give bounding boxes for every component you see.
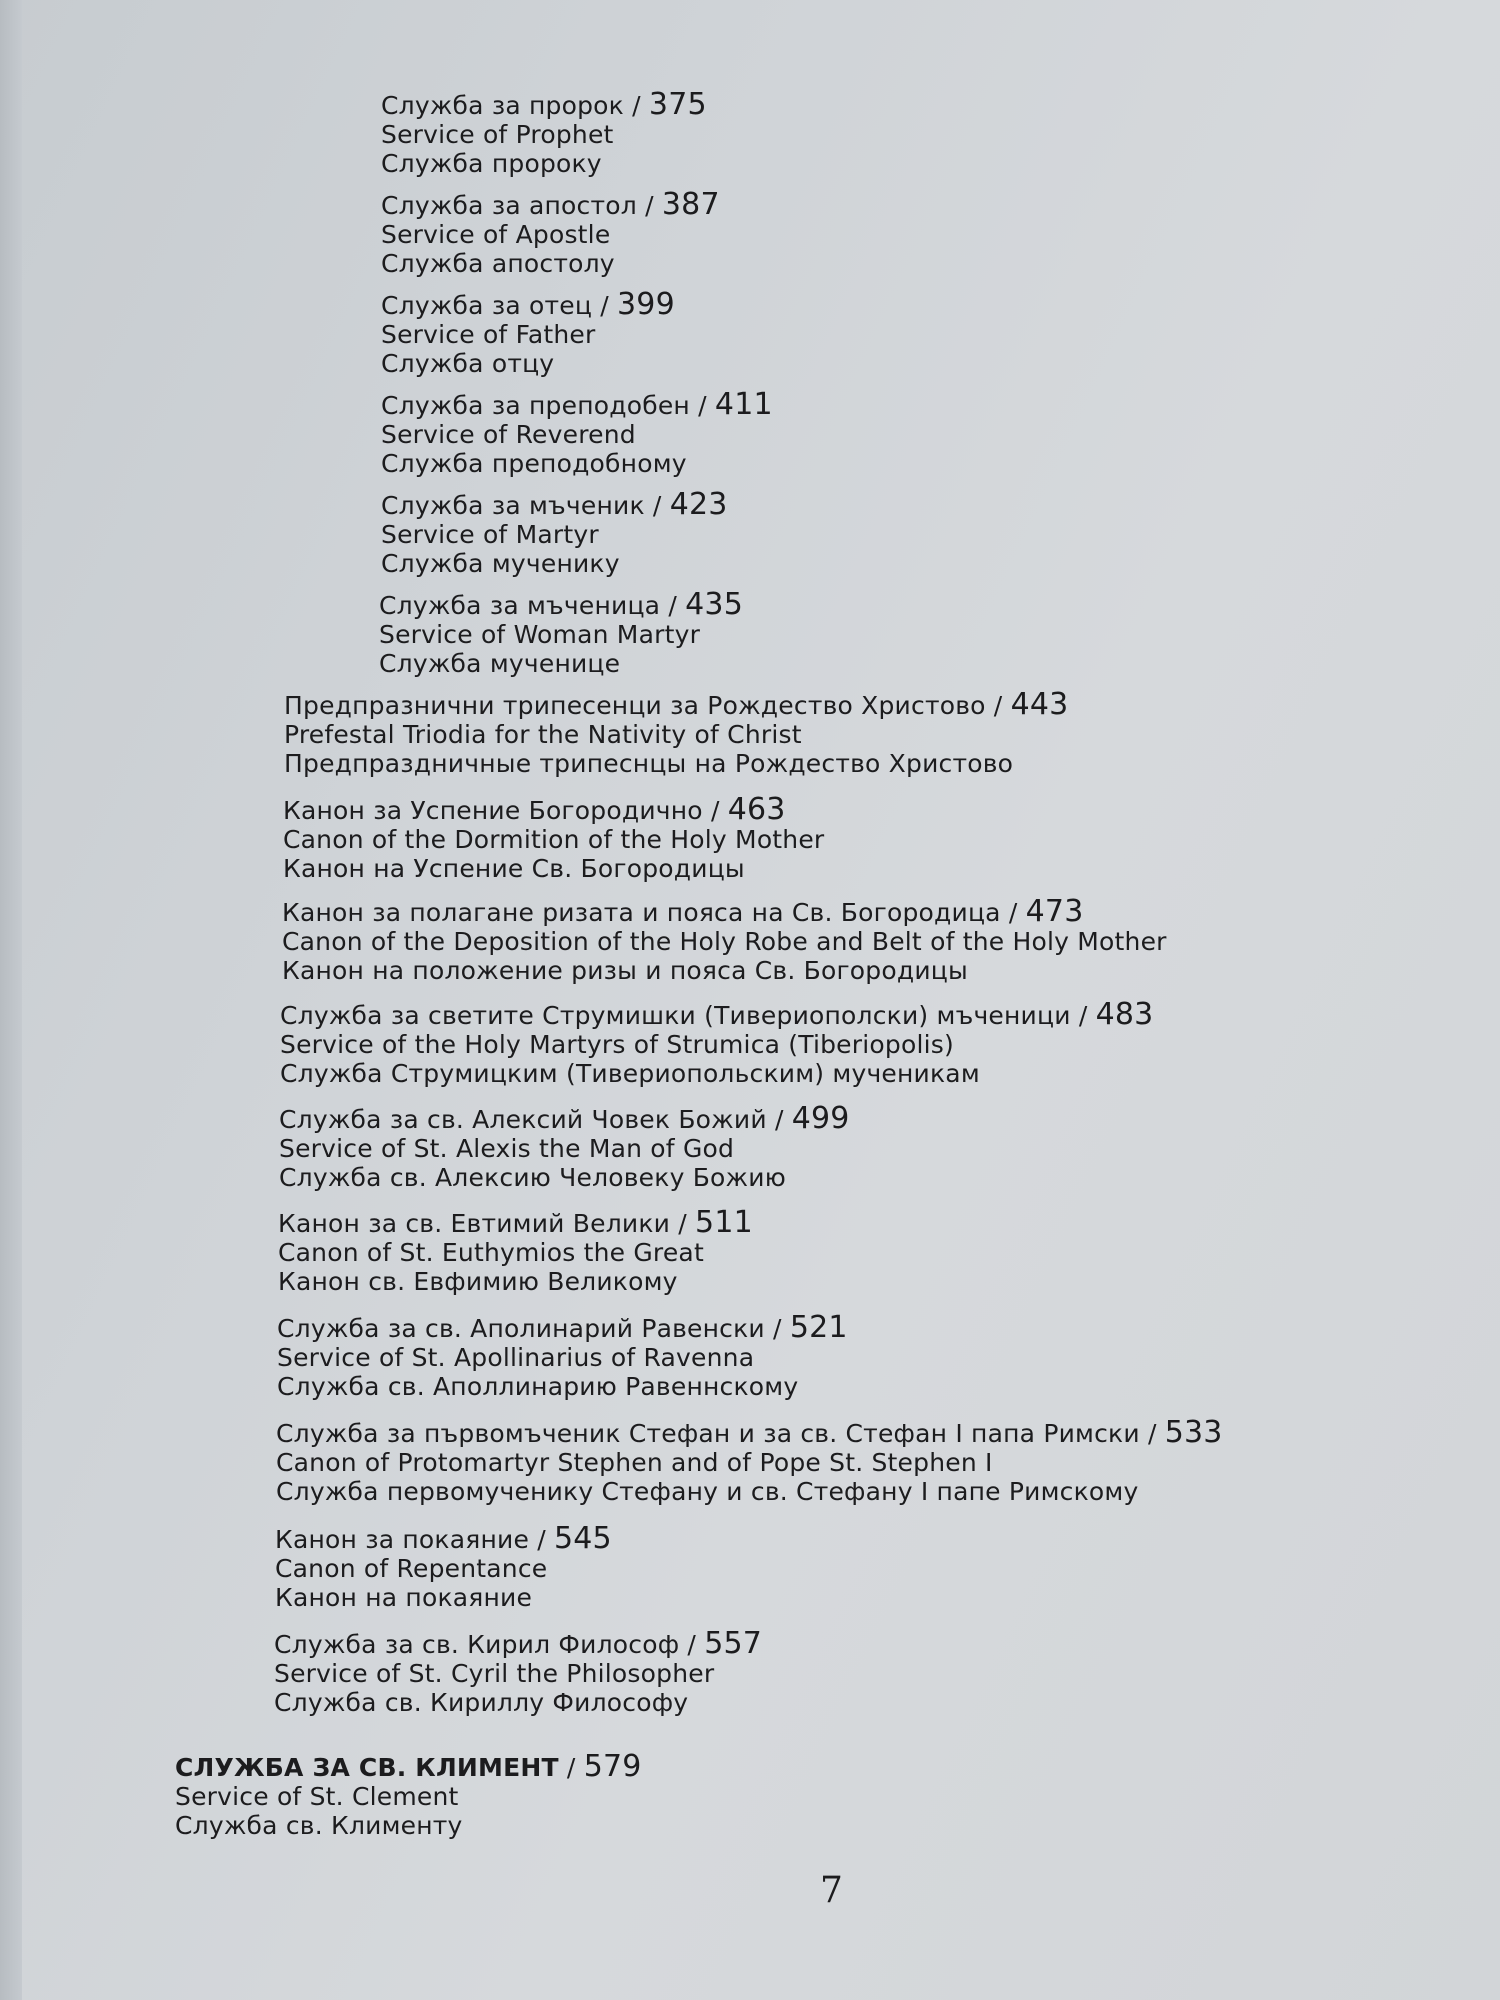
toc-entry <box>381 387 773 478</box>
entry-title-bg-line <box>381 287 675 322</box>
entry-title-bg-line <box>274 1626 763 1661</box>
entry-title-en: Service of Father <box>381 320 596 349</box>
entry-page-number: 511 <box>695 1205 753 1240</box>
entry-title-ru: Служба первомученику Стефану и св. Стефану I папе Римскому <box>276 1477 1139 1506</box>
entry-title-bg-line <box>283 792 824 827</box>
entry-title-bg-line <box>381 487 728 522</box>
separator: / <box>1078 1001 1088 1030</box>
entry-title-bg: Канон за покаяние <box>275 1525 530 1554</box>
entry-title-en: Service of St. Alexis the Man of God <box>279 1134 735 1163</box>
entry-title-bg: Служба за св. Кирил Философ <box>274 1630 680 1659</box>
entry-title-ru: Служба св. Кириллу Философу <box>274 1688 689 1717</box>
toc-entry <box>283 792 825 883</box>
toc-entry <box>274 1626 763 1717</box>
entry-title-bg-line <box>381 87 707 122</box>
entry-title-ru: Служба пророку <box>381 149 602 178</box>
separator: / <box>773 1314 782 1343</box>
entry-title-en: Canon of St. Euthymios the Great <box>278 1238 704 1267</box>
entry-page-number: 533 <box>1164 1415 1223 1450</box>
toc-entry <box>277 1310 848 1401</box>
entry-title-en: Service of Woman Martyr <box>379 620 701 649</box>
entry-title-bg-line <box>280 997 1154 1032</box>
separator: / <box>687 1630 697 1659</box>
entry-title-en: Canon of the Deposition of the Holy Robe and Belt of the Holy Mother <box>282 927 1167 956</box>
entry-title-ru: Служба мученице <box>379 649 621 678</box>
entry-page-number: 443 <box>1010 687 1069 722</box>
entry-page-number: 483 <box>1095 997 1154 1032</box>
entry-title-en: Service of Reverend <box>381 420 636 449</box>
entry-title-bg: Канон за полагане ризата и пояса на Св. Богородица <box>282 898 1001 927</box>
separator: / <box>698 391 707 420</box>
entry-title-ru: Служба Струмицким (Тивериопольским) мученикам <box>280 1059 980 1088</box>
entry-title-ru: Канон на положение ризы и пояса Св. Богородицы <box>282 956 968 985</box>
entry-title-ru: Предпраздничные трипеснцы на Рождество Христово <box>284 749 1014 778</box>
entry-title-ru: Служба апостолу <box>381 249 615 278</box>
entry-title-ru: Служба преподобному <box>381 449 687 478</box>
entry-title-bg-line <box>278 1205 753 1240</box>
entry-title-en: Service of Prophet <box>381 120 614 149</box>
entry-title-en: Canon of Protomartyr Stephen and of Pope St. Stephen I <box>276 1448 993 1477</box>
toc-entry <box>282 894 1167 985</box>
separator: / <box>600 291 609 320</box>
separator: / <box>632 91 641 120</box>
separator: / <box>774 1105 784 1134</box>
entry-page-number: 423 <box>669 487 728 522</box>
toc-entry <box>279 1101 850 1192</box>
entry-page-number: 545 <box>553 1521 612 1556</box>
entry-title-bg: Служба за светите Струмишки (Тивериополски) мъченици <box>280 1001 1071 1030</box>
entry-page-number: 375 <box>648 87 707 122</box>
entry-page-number: 463 <box>727 792 786 827</box>
entry-title-bg: Служба за св. Аполинарий Равенски <box>277 1314 765 1343</box>
entry-title-bg-line <box>381 387 773 422</box>
entry-title-en: Service of St. Cyril the Philosopher <box>274 1659 715 1688</box>
entry-title-en: Canon of Repentance <box>275 1554 548 1583</box>
toc-entry <box>276 1415 1223 1506</box>
entry-title-bg: Канон за Успение Богородично <box>283 796 703 825</box>
entry-title-bg: Служба за мъченик <box>381 491 645 520</box>
entry-page-number: 473 <box>1025 894 1084 929</box>
toc-entry <box>280 997 1154 1088</box>
entry-title-ru: Служба св. Аполлинарию Равеннскому <box>277 1372 799 1401</box>
entry-title-bg-line <box>284 687 1069 722</box>
toc-entry <box>381 487 728 578</box>
entry-title-en: Prefestal Triodia for the Nativity of Christ <box>284 720 802 749</box>
entry-page-number: 499 <box>791 1101 850 1136</box>
entry-title-bg-line <box>277 1310 848 1345</box>
separator: / <box>668 591 677 620</box>
entry-title-bg: Служба за мъченица <box>379 591 661 620</box>
entry-title-ru: Канон св. Евфимию Великому <box>278 1267 678 1296</box>
separator: / <box>566 1753 576 1782</box>
entry-page-number: 557 <box>704 1626 763 1661</box>
entry-title-bg-line <box>175 1749 642 1784</box>
entry-page-number: 387 <box>661 187 720 222</box>
entry-title-en: Service of St. Apollinarius of Ravenna <box>277 1343 755 1372</box>
entry-title-ru: Служба св. Клименту <box>175 1811 463 1840</box>
entry-title-bg: Служба за първомъченик Стефан и за св. Стефан I папа Римски <box>276 1419 1140 1448</box>
entry-title-bg-line <box>275 1521 612 1556</box>
entry-title-bg-line <box>279 1101 850 1136</box>
entry-title-bg: Служба за пророк <box>381 91 624 120</box>
entry-title-bg: Служба за апостол <box>381 191 637 220</box>
separator: / <box>652 491 662 520</box>
entry-page-number: 579 <box>583 1749 642 1784</box>
toc-entry <box>275 1521 612 1612</box>
separator: / <box>678 1209 687 1238</box>
separator: / <box>1147 1419 1157 1448</box>
toc-entry <box>379 587 744 678</box>
separator: / <box>710 796 720 825</box>
entry-title-en: Service of Martyr <box>381 520 599 549</box>
toc-entry-main <box>175 1749 642 1840</box>
separator: / <box>645 191 654 220</box>
entry-title-en: Service of St. Clement <box>175 1782 459 1811</box>
entry-title-en: Canon of the Dormition of the Holy Mother <box>283 825 825 854</box>
separator: / <box>537 1525 546 1554</box>
page-number: 7 <box>820 1870 843 1911</box>
entry-title-en: Service of the Holy Martyrs of Strumica (Tiberiopolis) <box>280 1030 954 1059</box>
entry-title-bg: Канон за св. Евтимий Велики <box>278 1209 671 1238</box>
toc-entry <box>381 87 707 178</box>
toc-entry <box>284 687 1069 778</box>
entry-page-number: 435 <box>685 587 744 622</box>
entry-page-number: 399 <box>617 287 675 322</box>
entry-title-ru: Канон на Успение Св. Богородицы <box>283 854 745 883</box>
entry-title-bg-line <box>381 187 720 222</box>
entry-title-ru: Служба отцу <box>381 349 555 378</box>
entry-title-bg: Служба за преподобен <box>381 391 690 420</box>
entry-page-number: 521 <box>789 1310 848 1345</box>
entry-title-en: Service of Apostle <box>381 220 611 249</box>
entry-title-bg: Служба за св. Алексий Човек Божий <box>279 1105 767 1134</box>
entry-title-bg-line <box>379 587 744 622</box>
entry-title-bg: СЛУЖБА ЗА СВ. КЛИМЕНТ <box>175 1753 559 1782</box>
toc-entry <box>381 187 720 278</box>
toc-entry <box>278 1205 753 1296</box>
separator: / <box>993 691 1003 720</box>
entry-title-bg: Служба за отец <box>381 291 593 320</box>
entry-title-bg-line <box>282 894 1167 929</box>
page-edge-shadow <box>0 0 22 2000</box>
separator: / <box>1008 898 1018 927</box>
entry-page-number: 411 <box>714 387 773 422</box>
entry-title-ru: Служба мученику <box>381 549 620 578</box>
entry-title-bg-line <box>276 1415 1223 1450</box>
entry-title-ru: Служба св. Алексию Человеку Божию <box>279 1163 786 1192</box>
entry-title-ru: Канон на покаяние <box>275 1583 533 1612</box>
entry-title-bg: Предпразнични трипесенци за Рождество Христово <box>284 691 986 720</box>
toc-entry <box>381 287 675 378</box>
